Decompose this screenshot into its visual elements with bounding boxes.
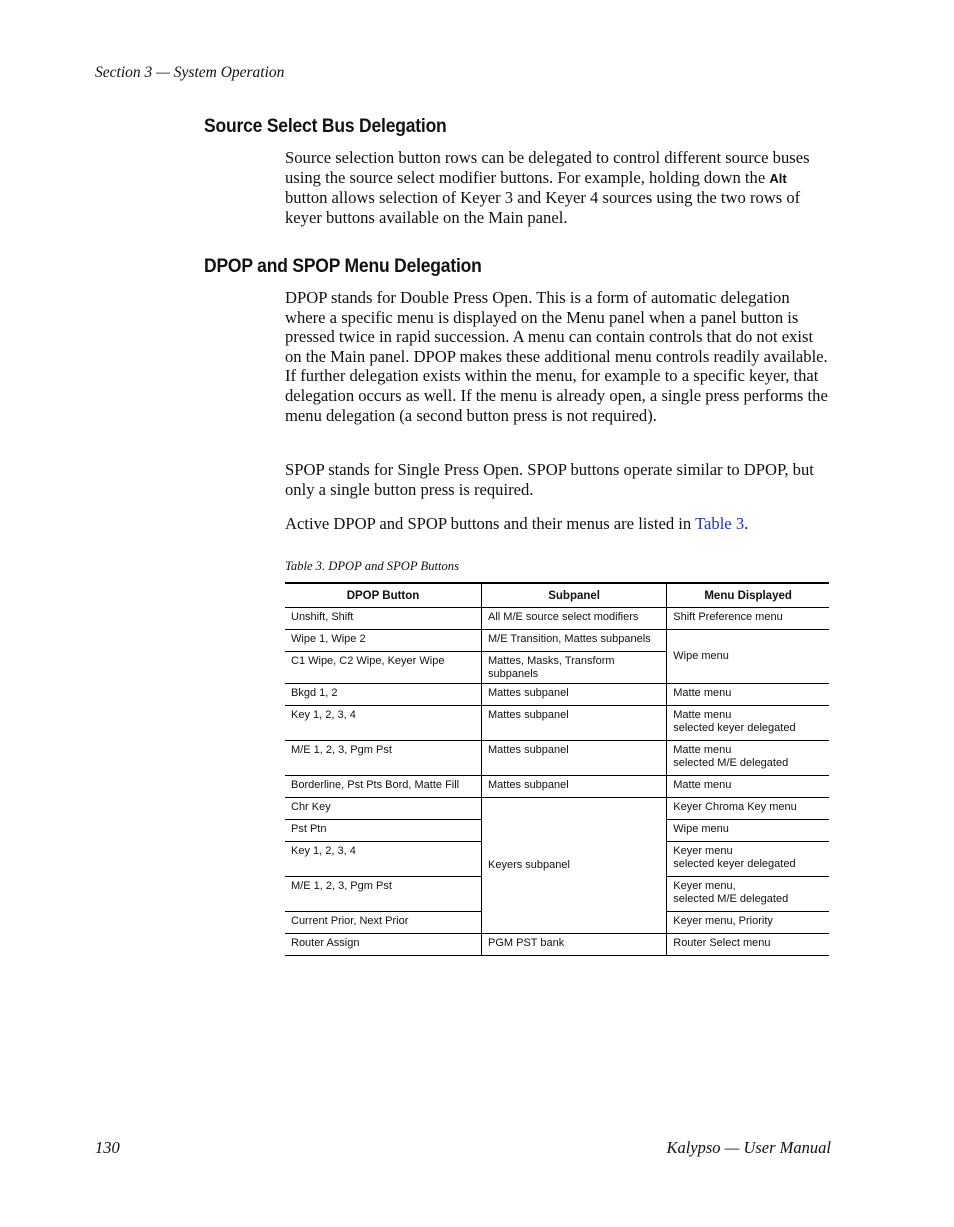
cell-subpanel: Keyers subpanel (482, 798, 667, 934)
alt-button-label: Alt (769, 170, 787, 186)
paragraph-text: . (744, 514, 749, 533)
menu-line: selected M/E delegated (673, 892, 789, 905)
cell-menu (667, 912, 829, 934)
paragraph-text: button allows selection of Keyer 3 and Keyer 4 sources using the two rows of keyer buttons available on the Main panel. (285, 188, 801, 227)
cell-button: Key 1, 2, 3, 4 (285, 706, 482, 741)
spop-paragraph: SPOP stands for Single Press Open. SPOP buttons operate similar to DPOP, but only a single button press is required. (285, 460, 814, 499)
cell-button: C1 Wipe, C2 Wipe, Keyer Wipe (285, 652, 482, 684)
cell-button: M/E 1, 2, 3, Pgm Pst (285, 877, 482, 912)
cell-button: M/E 1, 2, 3, Pgm Pst (285, 741, 482, 776)
menu-line: selected keyer delegated (673, 857, 796, 870)
menu-line: selected keyer delegated (673, 721, 796, 734)
cell-menu (667, 877, 829, 912)
cell-menu (667, 934, 829, 956)
menu-line: Router Select menu (673, 937, 771, 949)
section-heading-source-select: Source Select Bus Delegation (204, 116, 447, 137)
source-select-paragraph (285, 148, 833, 227)
cell-subpanel: All M/E source select modifiers (482, 608, 667, 630)
cell-subpanel: Mattes subpanel (482, 741, 667, 776)
column-header-dpop-button: DPOP Button (285, 583, 482, 608)
table-row (285, 741, 829, 776)
menu-line: Keyer menu (673, 845, 733, 857)
cell-subpanel: Mattes subpanel (482, 706, 667, 741)
cell-menu (667, 741, 829, 776)
section-heading-dpop-spop: DPOP and SPOP Menu Delegation (204, 256, 482, 277)
running-head: Section 3 — System Operation (95, 64, 285, 81)
table-row (285, 776, 829, 798)
table-row (285, 934, 829, 956)
table-reference-paragraph (285, 514, 833, 534)
cell-subpanel: Mattes subpanel (482, 776, 667, 798)
document-title: Kalypso — User Manual (666, 1138, 831, 1157)
cell-subpanel: M/E Transition, Mattes subpanels (482, 630, 667, 652)
cell-menu (667, 798, 829, 820)
table-row (285, 630, 829, 652)
menu-line: Matte menu (673, 744, 732, 756)
cell-menu (667, 820, 829, 842)
cell-subpanel: Mattes subpanel (482, 684, 667, 706)
table-row (285, 798, 829, 820)
table-3-link[interactable]: Table 3 (695, 514, 745, 533)
menu-line: selected M/E delegated (673, 756, 789, 769)
table-row (285, 684, 829, 706)
menu-line: Shift Preference menu (673, 611, 783, 623)
menu-line: Matte menu (673, 687, 732, 699)
table-header-row (285, 583, 829, 608)
paragraph-text: Source selection button rows can be delegated to control different source buses using the source select modifier buttons. For example, holding down the (285, 148, 810, 187)
cell-menu (667, 608, 829, 630)
menu-line: Wipe menu (673, 650, 729, 663)
table-row (285, 706, 829, 741)
cell-menu (667, 776, 829, 798)
cell-button: Chr Key (285, 798, 482, 820)
cell-menu (667, 684, 829, 706)
page-number: 130 (95, 1138, 120, 1157)
cell-menu (667, 706, 829, 741)
cell-button: Unshift, Shift (285, 608, 482, 630)
cell-button: Current Prior, Next Prior (285, 912, 482, 934)
cell-button: Borderline, Pst Pts Bord, Matte Fill (285, 776, 482, 798)
paragraph-text: Active DPOP and SPOP buttons and their menus are listed in (285, 514, 696, 533)
cell-button: Key 1, 2, 3, 4 (285, 842, 482, 877)
cell-subpanel: PGM PST bank (482, 934, 667, 956)
menu-line: Matte menu (673, 709, 732, 721)
cell-button: Bkgd 1, 2 (285, 684, 482, 706)
menu-line: Keyer menu, (673, 880, 736, 892)
table-caption: Table 3. DPOP and SPOP Buttons (285, 559, 459, 573)
menu-line: Keyer menu, Priority (673, 915, 773, 927)
column-header-subpanel: Subpanel (482, 583, 667, 608)
column-header-menu-displayed: Menu Displayed (667, 583, 829, 608)
cell-button: Pst Ptn (285, 820, 482, 842)
cell-button: Router Assign (285, 934, 482, 956)
cell-menu (667, 630, 829, 684)
menu-line: Wipe menu (673, 823, 729, 835)
dpop-spop-table (285, 582, 829, 956)
cell-button: Wipe 1, Wipe 2 (285, 630, 482, 652)
cell-subpanel: Mattes, Masks, Transform subpanels (482, 652, 667, 684)
table-row (285, 608, 829, 630)
menu-line: Matte menu (673, 779, 732, 791)
dpop-paragraph: DPOP stands for Double Press Open. This is a form of automatic delegation where a specific menu is displayed on the Menu panel when a panel button is pressed twice in rapid succession. A menu can contain controls that do not exist on the Main panel. DPOP makes these additional menu controls readily available. If further delegation exists within the menu, for example to a specific keyer, that delegation occurs as well. If the menu is already open, a single press performs the menu delegation (a second button press is not required). (285, 288, 828, 425)
menu-line: Keyer Chroma Key menu (673, 801, 797, 813)
cell-menu (667, 842, 829, 877)
